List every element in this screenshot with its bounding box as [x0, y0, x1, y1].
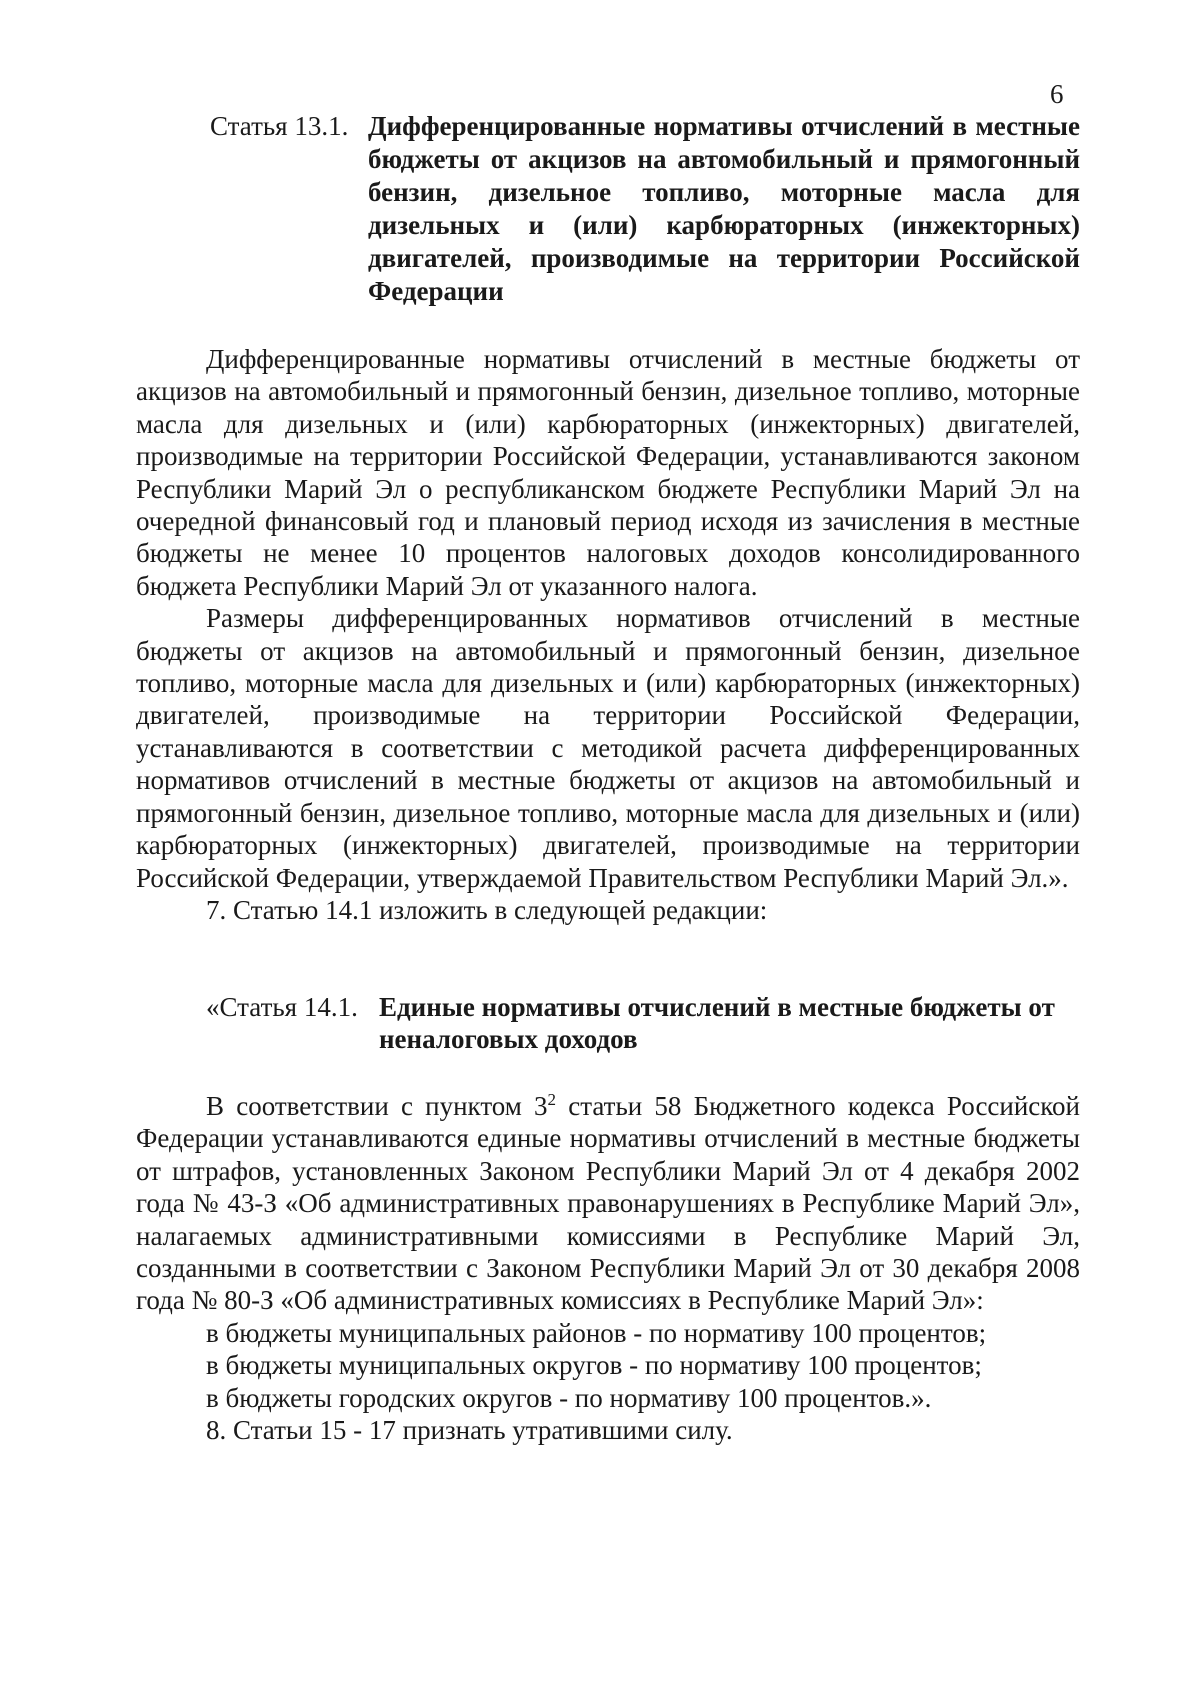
superscript-2: 2	[547, 1090, 557, 1109]
amendment-item-7: 7. Статью 14.1 изложить в следующей редакции:	[206, 894, 768, 925]
article-14-1-paragraph-start: В соответствии с пунктом 3	[206, 1091, 548, 1121]
article-14-1-paragraph	[136, 1090, 1080, 1317]
article-13-1-paragraph-1: Дифференцированные нормативы отчислений в местные бюджеты от акцизов на автомобильный и прямогонный бензин, дизельное топливо, моторные масла для дизельных и (или) карбюраторных (инжекторных) двигателей, производимые на территории Российской Федерации, устанавливаются законом Республики Марий Эл о республиканском бюджете Республики Марий Эл на очередной финансовый год и плановый период исходя из зачисления в местные бюджеты не менее 10 процентов налоговых доходов консолидированного бюджета Республики Марий Эл от указанного налога.	[136, 344, 1080, 601]
list-item: в бюджеты муниципальных районов - по нормативу 100 процентов;	[206, 1317, 987, 1348]
amendment-item-8: 8. Статьи 15 - 17 признать утратившими силу.	[206, 1415, 733, 1446]
article-14-1-body	[136, 1090, 1080, 1446]
article-14-1-number: «Статья 14.1.	[206, 992, 358, 1022]
article-13-1-body	[136, 343, 1080, 926]
page-number: 6	[1050, 79, 1064, 109]
article-13-1-paragraph-2: Размеры дифференцированных нормативов отчислений в местные бюджеты от акцизов на автомобильный и прямогонный бензин, дизельное топливо, моторные масла для дизельных и (или) карбюраторных (инжекторных) двигателей, производимые на территории Российской Федерации, устанавливаются в соответствии с методикой расчета дифференцированных нормативов отчислений в местные бюджеты от акцизов на автомобильный и прямогонный бензин, дизельное топливо, моторные масла для дизельных и (или) карбюраторных (инжекторных) двигателей, производимые на территории Российской Федерации, утверждаемой Правительством Республики Марий Эл.».	[136, 603, 1080, 893]
article-14-1-paragraph-rest: статьи 58 Бюджетного кодекса Российской Федерации устанавливаются единые нормативы отчислений в местные бюджеты от штрафов, установленных Законом Республики Марий Эл от 4 декабря 2002 года № 43-З «Об административных правонарушениях в Республике Марий Эл», налагаемых административными комиссиями в Республике Марий Эл, созданными в соответствии с Законом Республики Марий Эл от 30 декабря 2008 года № 80-З «Об административных комиссиях в Республике Марий Эл»:	[136, 1091, 1080, 1316]
article-13-1-title: Дифференцированные нормативы отчислений в местные бюджеты от акцизов на автомобильный и прямогонный бензин, дизельное топливо, моторные масла для дизельных и (или) карбюраторных (инжекторных) двигателей, производимые на территории Российской Федерации	[368, 111, 1080, 306]
list-item: в бюджеты муниципальных округов - по нормативу 100 процентов;	[206, 1350, 982, 1381]
article-13-1-number: Статья 13.1.	[210, 111, 349, 141]
list-item: в бюджеты городских округов - по нормативу 100 процентов.».	[206, 1382, 932, 1413]
article-14-1-title: Единые нормативы отчислений в местные бюджеты от неналоговых доходов	[379, 992, 1055, 1055]
